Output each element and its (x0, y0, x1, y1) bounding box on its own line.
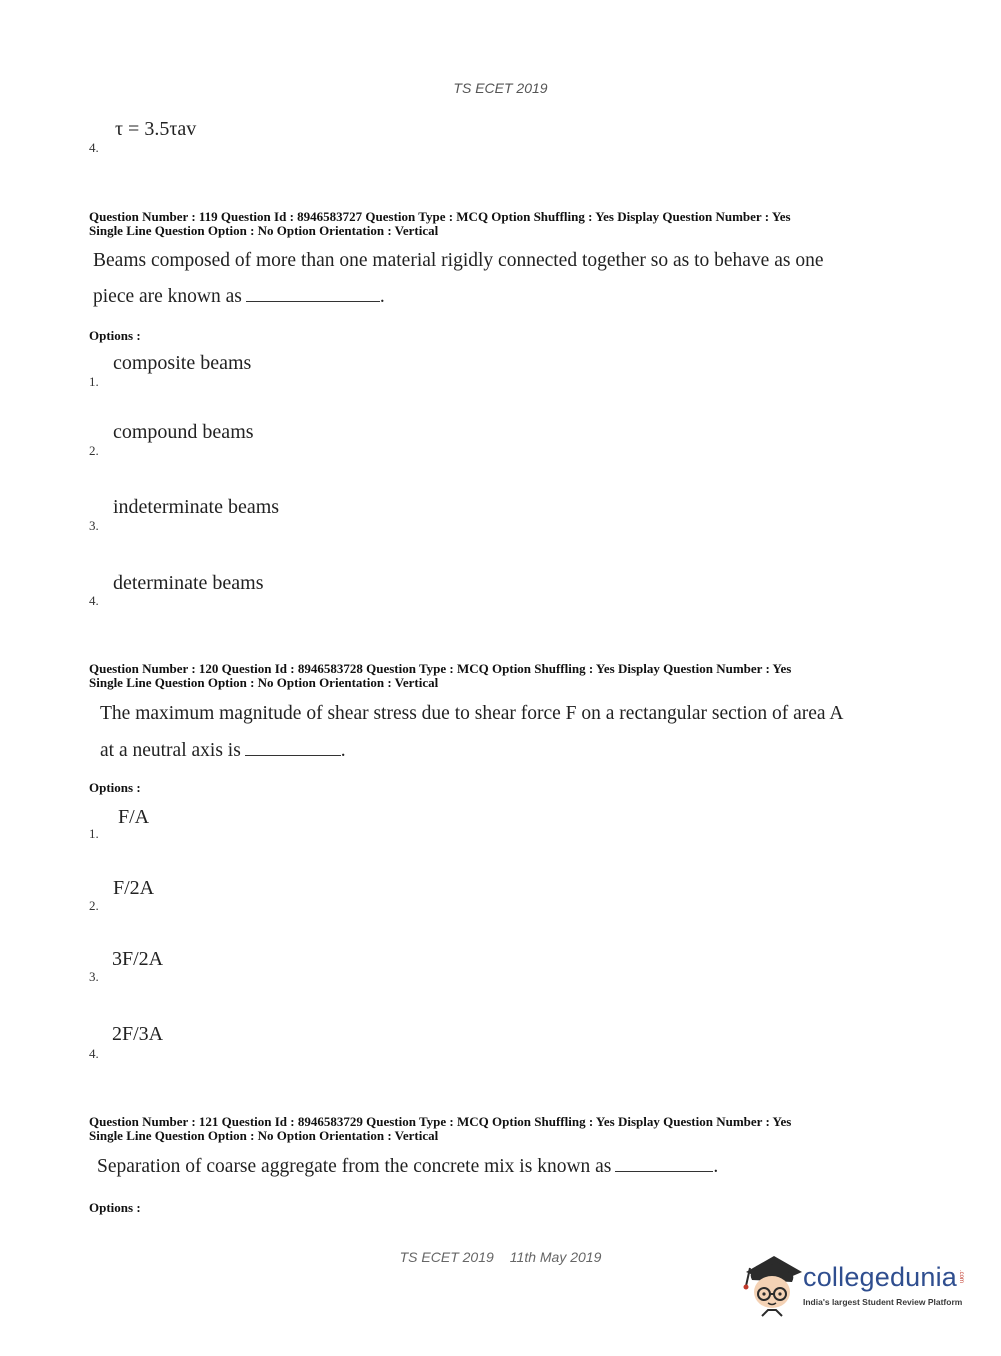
question-119-option-4-number: 4. (89, 593, 99, 608)
question-120-text-line1: The maximum magnitude of shear stress due to shear force F on a rectangular section of area A (100, 703, 844, 724)
question-119-meta-line2: Single Line Question Option : No Option Orientation : Vertical (89, 223, 439, 238)
question-121-meta-line1: Question Number : 121 Question Id : 8946583729 Question Type : MCQ Option Shuffling : Yes Display Question Number : Yes (89, 1114, 792, 1129)
question-120-meta-line1: Question Number : 120 Question Id : 8946583728 Question Type : MCQ Option Shuffling : Yes Display Question Number : Yes (89, 661, 792, 676)
question-120-option-2-number: 2. (89, 898, 99, 913)
question-121-meta-line2: Single Line Question Option : No Option Orientation : Vertical (89, 1128, 439, 1143)
question-119-option-3-text: indeterminate beams (113, 496, 280, 518)
question-120-text-end: . (340, 740, 346, 761)
question-120-text-line2-content: at a neutral axis is (100, 740, 241, 761)
question-120-option-4-number: 4. (89, 1046, 99, 1061)
footer-date: 11th May 2019 (509, 1249, 602, 1265)
question-121-text-content: Separation of coarse aggregate from the concrete mix is known as (97, 1156, 612, 1177)
brand-suffix: .com (958, 1270, 964, 1284)
question-120-meta (89, 662, 791, 690)
carryover-option-number: 4. (89, 140, 99, 155)
question-119-option-3-number: 3. (89, 518, 99, 533)
question-120-option-1-text: F/A (118, 806, 150, 828)
question-119-option-2-number: 2. (89, 443, 99, 458)
question-121-text-end: . (713, 1156, 719, 1177)
question-121-meta (89, 1115, 791, 1143)
question-119-meta (89, 210, 791, 238)
question-120-option-2-text: F/2A (113, 877, 155, 899)
question-120-options-label: Options : (89, 780, 141, 795)
question-121-text-line1 (97, 1156, 718, 1178)
question-119-text-line2-content: piece are known as (93, 286, 242, 307)
question-120-text-line2 (100, 740, 346, 762)
question-119-options-label: Options : (89, 328, 141, 343)
question-120-option-1-number: 1. (89, 826, 99, 841)
question-119-text-line1: Beams composed of more than one material rigidly connected together so as to behave as one (93, 250, 824, 271)
question-121-options-label: Options : (89, 1200, 141, 1215)
question-120-option-4-text: 2F/3A (112, 1023, 164, 1045)
answer-blank (246, 300, 380, 302)
answer-blank (615, 1170, 713, 1172)
question-120-option-3-number: 3. (89, 969, 99, 984)
question-120-option-3-text: 3F/2A (112, 948, 164, 970)
carryover-option-text: τ = 3.5τav (115, 118, 197, 140)
footer-exam: TS ECET 2019 (399, 1249, 494, 1265)
question-120-meta-line2: Single Line Question Option : No Option Orientation : Vertical (89, 675, 439, 690)
question-119-option-1-text: composite beams (113, 352, 252, 374)
mascot-logo-icon (742, 1250, 804, 1320)
answer-blank (245, 754, 341, 756)
question-119-text-end: . (379, 286, 385, 307)
brand-name: collegedunia (803, 1262, 958, 1292)
page-header: TS ECET 2019 (453, 80, 548, 96)
question-119-option-4-text: determinate beams (113, 572, 264, 594)
question-119-option-1-number: 1. (89, 374, 99, 389)
question-119-text-line2 (93, 286, 385, 308)
brand-tagline: India's largest Student Review Platform (803, 1297, 963, 1307)
question-119-meta-line1: Question Number : 119 Question Id : 8946583727 Question Type : MCQ Option Shuffling : Yes Display Question Number : Yes (89, 209, 791, 224)
question-119-option-2-text: compound beams (113, 421, 254, 443)
